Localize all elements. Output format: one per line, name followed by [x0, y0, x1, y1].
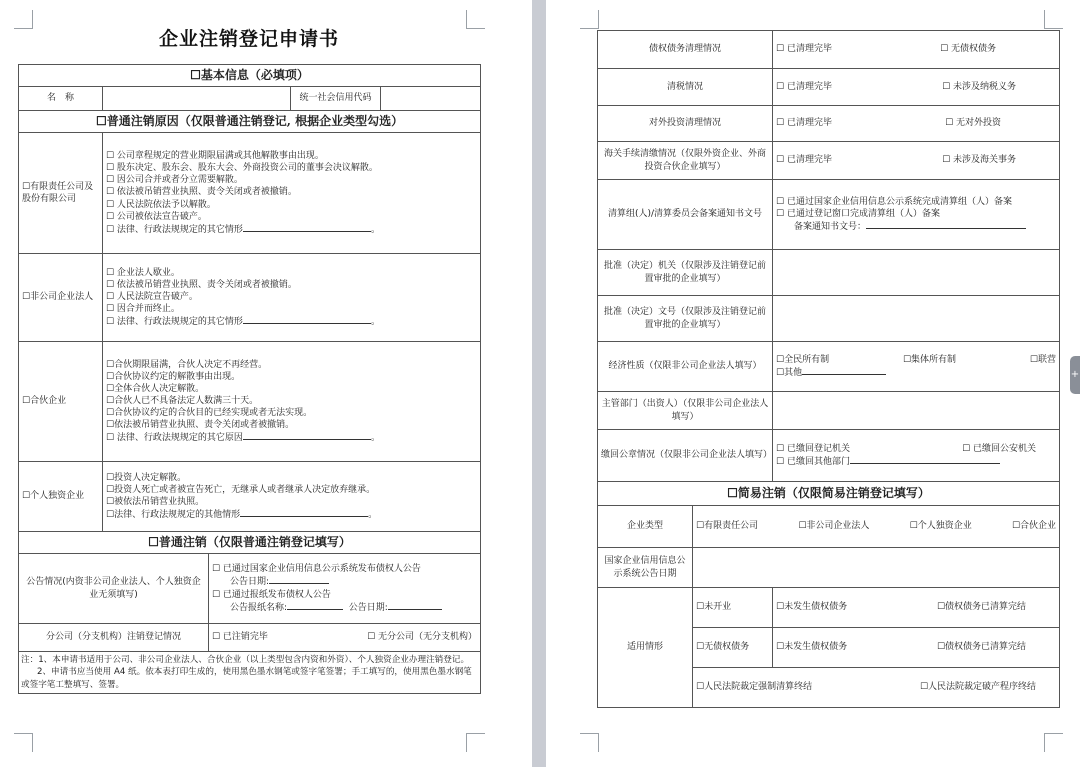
liquidation-label: 清算组(人)/清算委员会备案通知书文号 [598, 180, 773, 250]
company-type-ltd[interactable]: ☐有限责任公司及股份有限公司 [19, 133, 103, 254]
state-owned-option[interactable]: ☐全民所有制 [776, 354, 830, 365]
other-nature-field[interactable] [802, 366, 886, 375]
reason-option[interactable]: ☐合伙协议约定的合伙目的已经实现或者无法实现。 [106, 408, 313, 419]
reason-option[interactable]: ☐合伙人已不具备法定人数满三十天。 [106, 395, 259, 406]
crop-mark-icon [1044, 10, 1063, 29]
seal-return-label: 缴回公章情况（仅限非公司企业法人填写） [598, 430, 773, 482]
reason-list-ltd: ☐ 公司章程规定的营业期限届满或其他解散事由出现。 ☐ 股东决定、股东会、股东大会、外商投资公司的董事会决议解散。 ☐ 因公司合并或者分立需要解散。 ☐ 依法被吊销营业执照、责令关闭或者被撤销。 ☐ 人民法院依法予以解散。 ☐ 公司被依法宣告破产。 ☐ 法律、行政法规规定的其它情形 。 [103, 133, 481, 254]
page-gutter [532, 0, 546, 767]
customs-cleared-option[interactable]: ☐ 已清理完毕 [776, 155, 832, 166]
reason-option[interactable]: ☐合伙协议约定的解散事由出现。 [106, 371, 241, 382]
name-field[interactable] [103, 87, 291, 111]
plus-icon: + [1070, 369, 1080, 380]
section-basic-info: ☐基本信息（必填项） [19, 65, 481, 87]
liquidation-gsxt-option[interactable]: ☐ 已通过国家企业信用信息公示系统完成清算组（人）备案 [776, 196, 1012, 207]
reason-option[interactable]: ☐ 因公司合并或者分立需要解散。 [106, 175, 243, 186]
company-type-partnership[interactable]: ☐合伙企业 [19, 342, 103, 462]
branch-options [209, 624, 481, 652]
crop-mark-icon [14, 733, 33, 752]
crop-mark-icon [1044, 733, 1063, 752]
reason-list-partnership: ☐合伙期限届满，合伙人决定不再经营。 ☐合伙协议约定的解散事由出现。 ☐全体合伙人决定解散。 ☐合伙人已不具备法定人数满三十天。 ☐合伙协议约定的合伙目的已经实现或者无法实现。 ☐依法被吊销营业执照、责令关闭或者被撤销。 ☐ 法律、行政法规规定的其它原因 。 [103, 342, 481, 462]
reason-option[interactable]: ☐合伙期限届满，合伙人决定不再经营。 [106, 359, 268, 370]
seal-to-police-option[interactable]: ☐ 已缴回公安机关 [962, 443, 1037, 454]
other-reason-blank[interactable] [240, 508, 368, 517]
no-debt-option[interactable]: ☐ 无债权债务 [940, 44, 997, 55]
side-expand-tab[interactable] [1070, 356, 1080, 394]
paper-date-label: 公告日期: [348, 602, 388, 613]
reason-option[interactable]: ☐投资人死亡或者被宣告死亡，无继承人或者继承人决定放弃继承。 [106, 484, 376, 495]
no-tax-option[interactable]: ☐ 未涉及纳税义务 [942, 81, 1017, 92]
debt-settled-option[interactable]: ☐债权债务已清算完结 [936, 602, 1027, 613]
type-ltd-option[interactable]: ☐有限责任公司 [696, 521, 759, 532]
crop-mark-icon [466, 733, 485, 752]
reason-option[interactable]: ☐全体合伙人决定解散。 [106, 383, 205, 394]
approval-doc-label: 批准（决定）文号（仅限涉及注销登记前置审批的企业填写） [598, 296, 773, 342]
reason-option[interactable]: ☐ 股东决定、股东会、股东大会、外商投资公司的董事会决议解散。 [106, 163, 378, 174]
debt-settled-option-2[interactable]: ☐债权债务已清算完结 [936, 642, 1027, 653]
name-label: 名 称 [19, 87, 103, 111]
court-forced-liquidation-option[interactable]: ☐人民法院裁定强制清算终结 [696, 682, 813, 693]
court-bankruptcy-option[interactable]: ☐人民法院裁定破产程序终结 [919, 682, 1037, 693]
reason-option[interactable]: ☐ 依法被吊销营业执照、责令关闭或者被撤销。 [106, 279, 297, 290]
enterprise-type-label: 企业类型 [598, 506, 693, 548]
announce-options [209, 554, 481, 624]
approval-org-field[interactable] [773, 250, 1060, 296]
debt-clearance-label: 债权债务清理情况 [598, 31, 773, 69]
no-investment-option[interactable]: ☐ 无对外投资 [945, 118, 1002, 129]
reason-option[interactable]: ☐ 依法被吊销营业执照、责令关闭或者被撤销。 [106, 187, 297, 198]
other-nature-option[interactable]: ☐其他 [776, 368, 803, 378]
reason-list-sole: ☐投资人决定解散。 ☐投资人死亡或者被宣告死亡，无继承人或者继承人决定放弃继承。 ☐被依法吊销营业执照。 ☐法律、行政法规规定的其他情形 。 [103, 462, 481, 532]
form-table-page2 [597, 30, 1060, 708]
reason-option[interactable]: ☐被依法吊销营业执照。 [106, 497, 205, 507]
debt-cleared-option[interactable]: ☐ 已清理完毕 [776, 44, 832, 55]
company-type-non-company[interactable]: ☐非公司企业法人 [19, 254, 103, 342]
no-debt-case-option[interactable]: ☐无债权债务 [693, 628, 773, 668]
tax-cleared-option[interactable]: ☐ 已清理完毕 [776, 81, 832, 92]
reason-option[interactable]: ☐ 因合并而终止。 [106, 304, 180, 315]
other-reason-blank[interactable] [243, 431, 371, 440]
reason-option[interactable]: ☐ 法律、行政法规规定的其它情形 [106, 224, 243, 235]
supervisor-field[interactable] [773, 392, 1060, 430]
reason-option[interactable]: ☐ 法律、行政法规规定的其它情形 [106, 317, 243, 328]
type-non-company-option[interactable]: ☐非公司企业法人 [798, 521, 870, 532]
reason-option[interactable]: ☐法律、行政法规规定的其他情形 [106, 510, 241, 521]
crop-mark-icon [580, 733, 599, 752]
approval-org-label: 批准（决定）机关（仅限涉及注销登记前置审批的企业填写） [598, 250, 773, 296]
reason-option[interactable]: ☐ 企业法人歇业。 [106, 267, 180, 278]
form-table-page1 [18, 64, 481, 694]
notice-number-field[interactable] [866, 220, 1026, 229]
other-reason-blank[interactable] [243, 315, 371, 324]
type-sole-option[interactable]: ☐个人独资企业 [909, 521, 972, 532]
announce-gsxt-option[interactable]: ☐ 已通过国家企业信用信息公示系统发布债权人公告 [212, 564, 421, 575]
reason-option[interactable]: ☐ 公司章程规定的营业期限届满或其他解散事由出现。 [106, 151, 324, 161]
joint-venture-option[interactable]: ☐联营 [1029, 354, 1056, 365]
note-2: 2、申请书应当使用 A4 纸。依本表打印生成的，使用黑色墨水钢笔或签字笔签署；手工填写的，使用黑色墨水钢笔或签字笔工整填写、签署。 [21, 667, 472, 690]
section-simple-cancel: ☐简易注销（仅限简易注销登记填写） [598, 482, 1060, 506]
notice-number-label: 备案通知书文号： [794, 222, 867, 233]
credit-code-field[interactable] [381, 87, 481, 111]
section-normal-cancel: ☐普通注销（仅限普通注销登记填写） [19, 532, 481, 554]
crop-mark-icon [580, 10, 599, 29]
collective-option[interactable]: ☐集体所有制 [902, 354, 957, 365]
reason-option[interactable]: ☐投资人决定解散。 [106, 472, 187, 483]
liquidation-window-option[interactable]: ☐ 已通过登记窗口完成清算组（人）备案 [776, 208, 940, 219]
reason-option[interactable]: ☐依法被吊销营业执照、责令关闭或者被撤销。 [106, 420, 295, 431]
reason-option[interactable]: ☐ 法律、行政法规规定的其它原因 [106, 433, 243, 444]
not-opened-option[interactable]: ☐未开业 [693, 588, 773, 628]
no-debt-incurred-option-2[interactable]: ☐未发生债权债务 [776, 642, 848, 653]
section-cancel-reason: ☐普通注销原因（仅限普通注销登记, 根据企业类型勾选） [19, 111, 481, 133]
seal-to-registry-option[interactable]: ☐ 已缴回登记机关 [776, 443, 850, 454]
other-reason-blank[interactable] [243, 223, 371, 232]
reason-option[interactable]: ☐ 公司被依法宣告破产。 [106, 211, 207, 222]
tax-clearance-label: 清税情况 [598, 69, 773, 106]
form-notes [19, 652, 481, 694]
approval-doc-field[interactable] [773, 296, 1060, 342]
no-debt-incurred-option[interactable]: ☐未发生债权债务 [776, 602, 848, 613]
gsxt-notice-date-field[interactable] [693, 548, 1060, 588]
gsxt-notice-date-label: 国家企业信用信息公示系统公告日期 [598, 548, 693, 588]
document-title: 企业注销登记申请书 [158, 28, 339, 50]
type-partnership-option[interactable]: ☐合伙企业 [1011, 521, 1057, 532]
supervisor-label: 主管部门（出资人）（仅限非公司企业法人填写） [598, 392, 773, 430]
no-branch-option[interactable]: ☐ 无分公司（无分支机构） [367, 632, 478, 643]
company-type-sole-proprietorship[interactable]: ☐个人独资企业 [19, 462, 103, 532]
paper-name-field[interactable] [287, 601, 343, 610]
seal-other-field[interactable] [850, 455, 1000, 464]
announce-date-label: 公告日期: [230, 577, 270, 588]
reason-list-non-company: ☐ 企业法人歇业。 ☐ 依法被吊销营业执照、责令关闭或者被撤销。 ☐ 人民法院宣告破产。 ☐ 因合并而终止。 ☐ 法律、行政法规规定的其它情形 。 [103, 254, 481, 342]
announce-date-field[interactable] [269, 575, 329, 584]
announce-newspaper-option[interactable]: ☐ 已通过报纸发布债权人公告 [212, 589, 331, 600]
branch-label: 分公司（分支机构）注销登记情况 [19, 624, 209, 652]
announce-label: 公告情况(内资非公司企业法人、个人独资企业无须填写) [19, 554, 209, 624]
note-1: 注：1、本申请书适用于公司、非公司企业法人、合伙企业（以上类型包含内资和外资）、个人独资企业办理注销登记。 [21, 655, 470, 665]
reason-option[interactable]: ☐ 人民法院宣告破产。 [106, 291, 198, 302]
paper-date-field[interactable] [388, 601, 442, 610]
reason-option[interactable]: ☐ 人民法院依法予以解散。 [106, 199, 216, 210]
credit-code-label: 统一社会信用代码 [291, 87, 381, 111]
paper-name-label: 公告报纸名称: [230, 602, 288, 613]
customs-clearance-label: 海关手续清缴情况（仅限外资企业、外商投资合伙企业填写） [598, 142, 773, 180]
no-customs-option[interactable]: ☐ 未涉及海关事务 [942, 155, 1017, 166]
branch-cancelled-option[interactable]: ☐ 已注销完毕 [212, 632, 268, 643]
seal-to-other-option[interactable]: ☐ 已缴回其他部门 [776, 457, 850, 467]
investment-clearance-label: 对外投资清理情况 [598, 106, 773, 142]
economic-nature-label: 经济性质（仅限非公司企业法人填写） [598, 342, 773, 392]
applicable-label: 适用情形 [598, 588, 693, 708]
investment-cleared-option[interactable]: ☐ 已清理完毕 [776, 118, 832, 129]
